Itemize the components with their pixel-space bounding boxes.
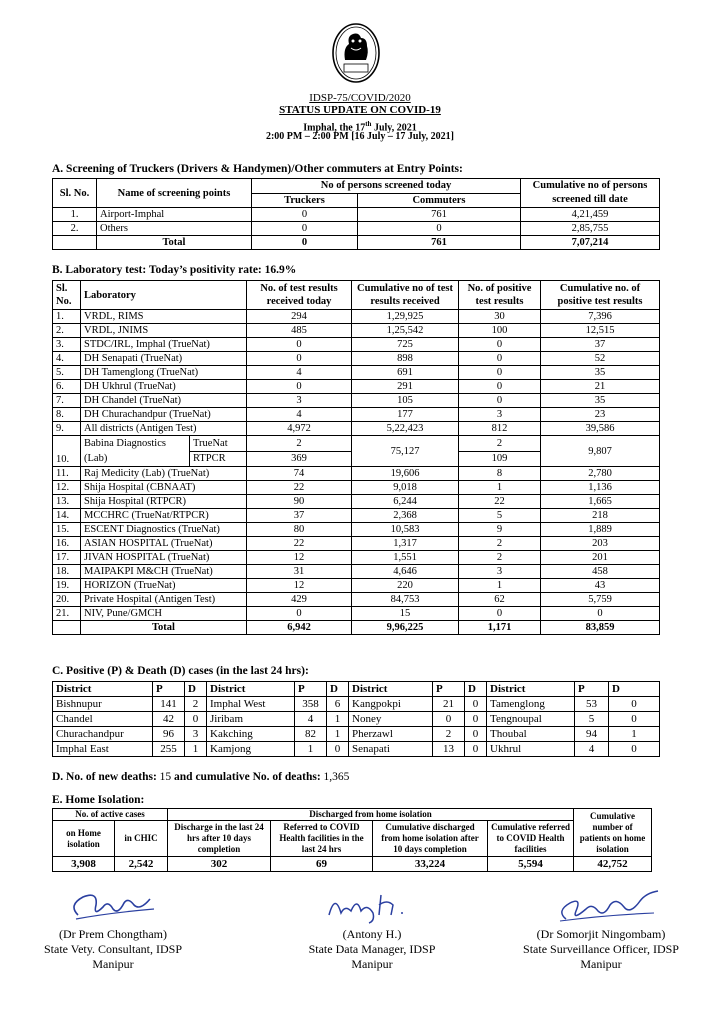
col-cumulative-home-isolation: Cumulative number of patients on home isolation — [574, 809, 652, 857]
col-screened-today: No of persons screened today — [252, 179, 521, 194]
table-row: 4. DH Senapati (TrueNat) 0 898 0 52 — [53, 352, 660, 366]
table-row-babina: 10. Babina Diagnostics (Lab) TrueNat 2 75,127 2 9,807 — [53, 436, 660, 452]
signature-icon — [58, 885, 168, 927]
table-row: 19. HORIZON (TrueNat) 12 220 1 43 — [53, 579, 660, 593]
table-row: 16. ASIAN HOSPITAL (TrueNat) 22 1,317 2 203 — [53, 537, 660, 551]
screening-table — [52, 178, 660, 250]
table-row: Churachandpur 96 3 Kakching 82 1 Pherzawl 2 0 Thoubal 94 1 — [53, 727, 660, 742]
col-commuters: Commuters — [358, 193, 521, 208]
col-cumulative-screened: Cumulative no of persons screened till date — [521, 179, 660, 208]
col-discharged: Discharged from home isolation — [168, 809, 574, 821]
table-row: 18. MAIPAKPI M&CH (TrueNat) 31 4,646 3 458 — [53, 565, 660, 579]
total-row: Total 0 761 7,07,214 — [53, 236, 660, 250]
table-row: 11. Raj Medicity (Lab) (TrueNat) 74 19,606 8 2,780 — [53, 467, 660, 481]
col-deaths: D — [185, 682, 207, 697]
col-active-cases: No. of active cases — [53, 809, 168, 821]
state-emblem-icon — [331, 22, 381, 84]
col-deaths: D — [609, 682, 660, 697]
col-positive: P — [433, 682, 465, 697]
table-row: 3. STDC/IRL, Imphal (TrueNat) 0 725 0 37 — [53, 338, 660, 352]
signature-icon — [536, 885, 666, 927]
table-row: 20. Private Hospital (Antigen Test) 429 84,753 62 5,759 — [53, 593, 660, 607]
table-row: 8. DH Churachandpur (TrueNat) 4 177 3 23 — [53, 408, 660, 422]
col-district: District — [207, 682, 295, 697]
col-cumulative-results: Cumulative no of test results received — [352, 281, 459, 310]
col-cumulative-discharged: Cumulative discharged from home isolation after 10 days completion — [373, 821, 488, 857]
table-row: 12. Shija Hospital (CBNAAT) 22 9,018 1 1,136 — [53, 481, 660, 495]
laboratory-table — [52, 280, 660, 635]
document-date: Imphal, the 17th July, 2021 — [303, 120, 417, 134]
col-sl: Sl. No. — [53, 179, 97, 208]
col-cumulative-referred: Cumulative referred to COVID Health facilities — [488, 821, 574, 857]
col-positive: P — [153, 682, 185, 697]
deaths-summary: D. No. of new deaths: 15 and cumulative No. of deaths: 1,365 — [52, 771, 350, 783]
section-e-heading: E. Home Isolation: — [52, 794, 145, 806]
col-district: District — [487, 682, 575, 697]
section-c-heading: C. Positive (P) & Death (D) cases (in the last 24 hrs): — [52, 665, 309, 677]
total-row: Total 6,942 9,96,225 1,171 83,859 — [53, 621, 660, 635]
col-positive-today: No. of positive test results — [459, 281, 541, 310]
table-row: 13. Shija Hospital (RTPCR) 90 6,244 22 1,665 — [53, 495, 660, 509]
table-row: 3,908 2,542 302 69 33,224 5,594 42,752 — [53, 857, 652, 872]
table-row: 21. NIV, Pune/GMCH 0 15 0 0 — [53, 607, 660, 621]
table-row: 15. ESCENT Diagnostics (TrueNat) 80 10,583 9 1,889 — [53, 523, 660, 537]
signatory-1: (Dr Prem Chongtham) State Vety. Consultant, IDSP Manipur — [8, 885, 218, 972]
col-positive: P — [575, 682, 609, 697]
col-screening-point: Name of screening points — [97, 179, 252, 208]
col-laboratory: Laboratory — [81, 281, 247, 310]
col-on-home-isolation: on Home isolation — [53, 821, 115, 857]
table-row: Chandel 42 0 Jiribam 4 1 Noney 0 0 Tengnoupal 5 0 — [53, 712, 660, 727]
table-row: 6. DH Ukhrul (TrueNat) 0 291 0 21 — [53, 380, 660, 394]
table-row: 2. Others 0 0 2,85,755 — [53, 222, 660, 236]
col-district: District — [349, 682, 433, 697]
section-b-heading: B. Laboratory test: Today’s positivity rate: 16.9% — [52, 264, 297, 276]
table-row: 7. DH Chandel (TrueNat) 3 105 0 35 — [53, 394, 660, 408]
table-row: 2. VRDL, JNIMS 485 1,25,542 100 12,515 — [53, 324, 660, 338]
table-row-babina-rtpcr: RTPCR 369 109 — [53, 451, 660, 467]
table-row: 5. DH Tamenglong (TrueNat) 4 691 0 35 — [53, 366, 660, 380]
col-sl: Sl. No. — [53, 281, 81, 310]
col-discharge-24h: Discharge in the last 24 hrs after 10 days completion — [168, 821, 271, 857]
table-row: 1. VRDL, RIMS 294 1,29,925 30 7,396 — [53, 310, 660, 324]
table-row: Imphal East 255 1 Kamjong 1 0 Senapati 13 0 Ukhrul 4 0 — [53, 742, 660, 757]
table-row: 17. JIVAN HOSPITAL (TrueNat) 12 1,551 2 201 — [53, 551, 660, 565]
col-cumulative-positive: Cumulative no. of positive test results — [541, 281, 660, 310]
signature-icon — [317, 885, 427, 927]
table-row: 1. Airport-Imphal 0 761 4,21,459 — [53, 208, 660, 222]
col-in-chic: in CHIC — [115, 821, 168, 857]
col-truckers: Truckers — [252, 193, 358, 208]
table-row: 9. All districts (Antigen Test) 4,972 5,22,423 812 39,586 — [53, 422, 660, 436]
signatory-2: (Antony H.) State Data Manager, IDSP Manipur — [272, 885, 472, 972]
col-deaths: D — [465, 682, 487, 697]
col-positive: P — [295, 682, 327, 697]
signatory-3: (Dr Somorjit Ningombam) State Surveillance Officer, IDSP Manipur — [488, 885, 714, 972]
district-header-row — [53, 682, 660, 697]
col-results-today: No. of test results received today — [247, 281, 352, 310]
document-title: STATUS UPDATE ON COVID-19 — [279, 104, 441, 116]
reporting-period: 2:00 PM – 2:00 PM [16 July – 17 July, 2021] — [265, 131, 455, 142]
district-cases-table — [52, 681, 660, 757]
col-referred-24h: Referred to COVID Health facilities in the last 24 hrs — [271, 821, 373, 857]
section-a-heading: A. Screening of Truckers (Drivers & Handymen)/Other commuters at Entry Points: — [52, 163, 463, 175]
table-row: Bishnupur 141 2 Imphal West 358 6 Kangpokpi 21 0 Tamenglong 53 0 — [53, 697, 660, 712]
home-isolation-table — [52, 808, 652, 872]
col-deaths: D — [327, 682, 349, 697]
col-district: District — [53, 682, 153, 697]
reference-number: IDSP-75/COVID/2020 — [309, 92, 411, 104]
table-row: 14. MCCHRC (TrueNat/RTPCR) 37 2,368 5 218 — [53, 509, 660, 523]
